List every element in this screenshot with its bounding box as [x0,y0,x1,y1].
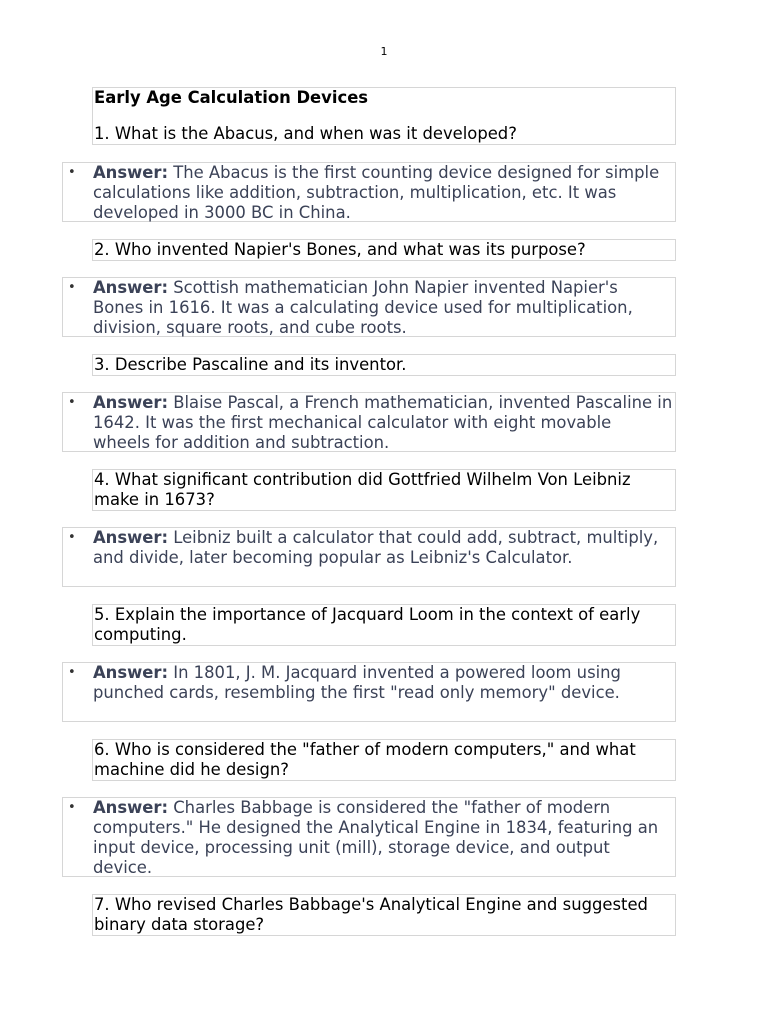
answer-label: Answer: [93,798,169,817]
question-4: 4. What significant contribution did Gottfried Wilhelm Von Leibniz make in 1673? [94,470,631,509]
question-2-box [92,239,676,261]
answer-4 [93,528,675,568]
answer-4-box [62,527,676,587]
answer-2-text: Scottish mathematician John Napier invented Napier's Bones in 1616. It was a calculating device used for multiplication, division, square roots, and cube roots. [93,278,633,337]
title-question-box [92,87,676,145]
answer-4-text: Leibniz built a calculator that could add, subtract, multiply, and divide, later becoming popular as Leibniz's Calculator. [93,528,659,567]
question-3: 3. Describe Pascaline and its inventor. [94,355,407,374]
answer-6-text: Charles Babbage is considered the "father of modern computers." He designed the Analytical Engine in 1834, featuring an input device, processing unit (mill), storage device, and output device. [93,798,659,877]
bullet-icon: • [68,165,76,180]
answer-3-box [62,392,676,452]
answer-1-box [62,162,676,222]
answer-6 [93,798,675,878]
answer-label: Answer: [93,163,169,182]
bullet-icon: • [68,665,76,680]
answer-2-box [62,277,676,337]
answer-2 [93,278,675,338]
answer-3-text: Blaise Pascal, a French mathematician, invented Pascaline in 1642. It was the first mechanical calculator with eight movable wheels for addition and subtraction. [93,393,673,452]
question-3-box [92,354,676,376]
document-title: Early Age Calculation Devices [94,88,369,107]
question-4-box [92,469,676,511]
question-5-box [92,604,676,646]
answer-6-box [62,797,676,877]
answer-label: Answer: [93,528,169,547]
answer-label: Answer: [93,393,169,412]
question-7-box [92,894,676,936]
answer-1 [93,163,675,223]
bullet-icon: • [68,280,76,295]
question-5: 5. Explain the importance of Jacquard Loom in the context of early computing. [94,605,641,644]
answer-5-box [62,662,676,722]
question-6-box [92,739,676,781]
answer-5-text: In 1801, J. M. Jacquard invented a powered loom using punched cards, resembling the first "read only memory" device. [93,663,621,702]
question-6: 6. Who is considered the "father of modern computers," and what machine did he design? [94,740,636,779]
answer-5 [93,663,675,703]
answer-label: Answer: [93,663,169,682]
page-number: 1 [380,45,388,58]
answer-1-text: The Abacus is the first counting device designed for simple calculations like addition, subtraction, multiplication, etc. It was developed in 3000 BC in China. [93,163,660,222]
bullet-icon: • [68,395,76,410]
question-1: 1. What is the Abacus, and when was it developed? [94,124,517,143]
question-7: 7. Who revised Charles Babbage's Analytical Engine and suggested binary data storage? [94,895,648,934]
bullet-icon: • [68,530,76,545]
answer-label: Answer: [93,278,169,297]
answer-3 [93,393,675,453]
bullet-icon: • [68,800,76,815]
question-2: 2. Who invented Napier's Bones, and what was its purpose? [94,240,586,259]
